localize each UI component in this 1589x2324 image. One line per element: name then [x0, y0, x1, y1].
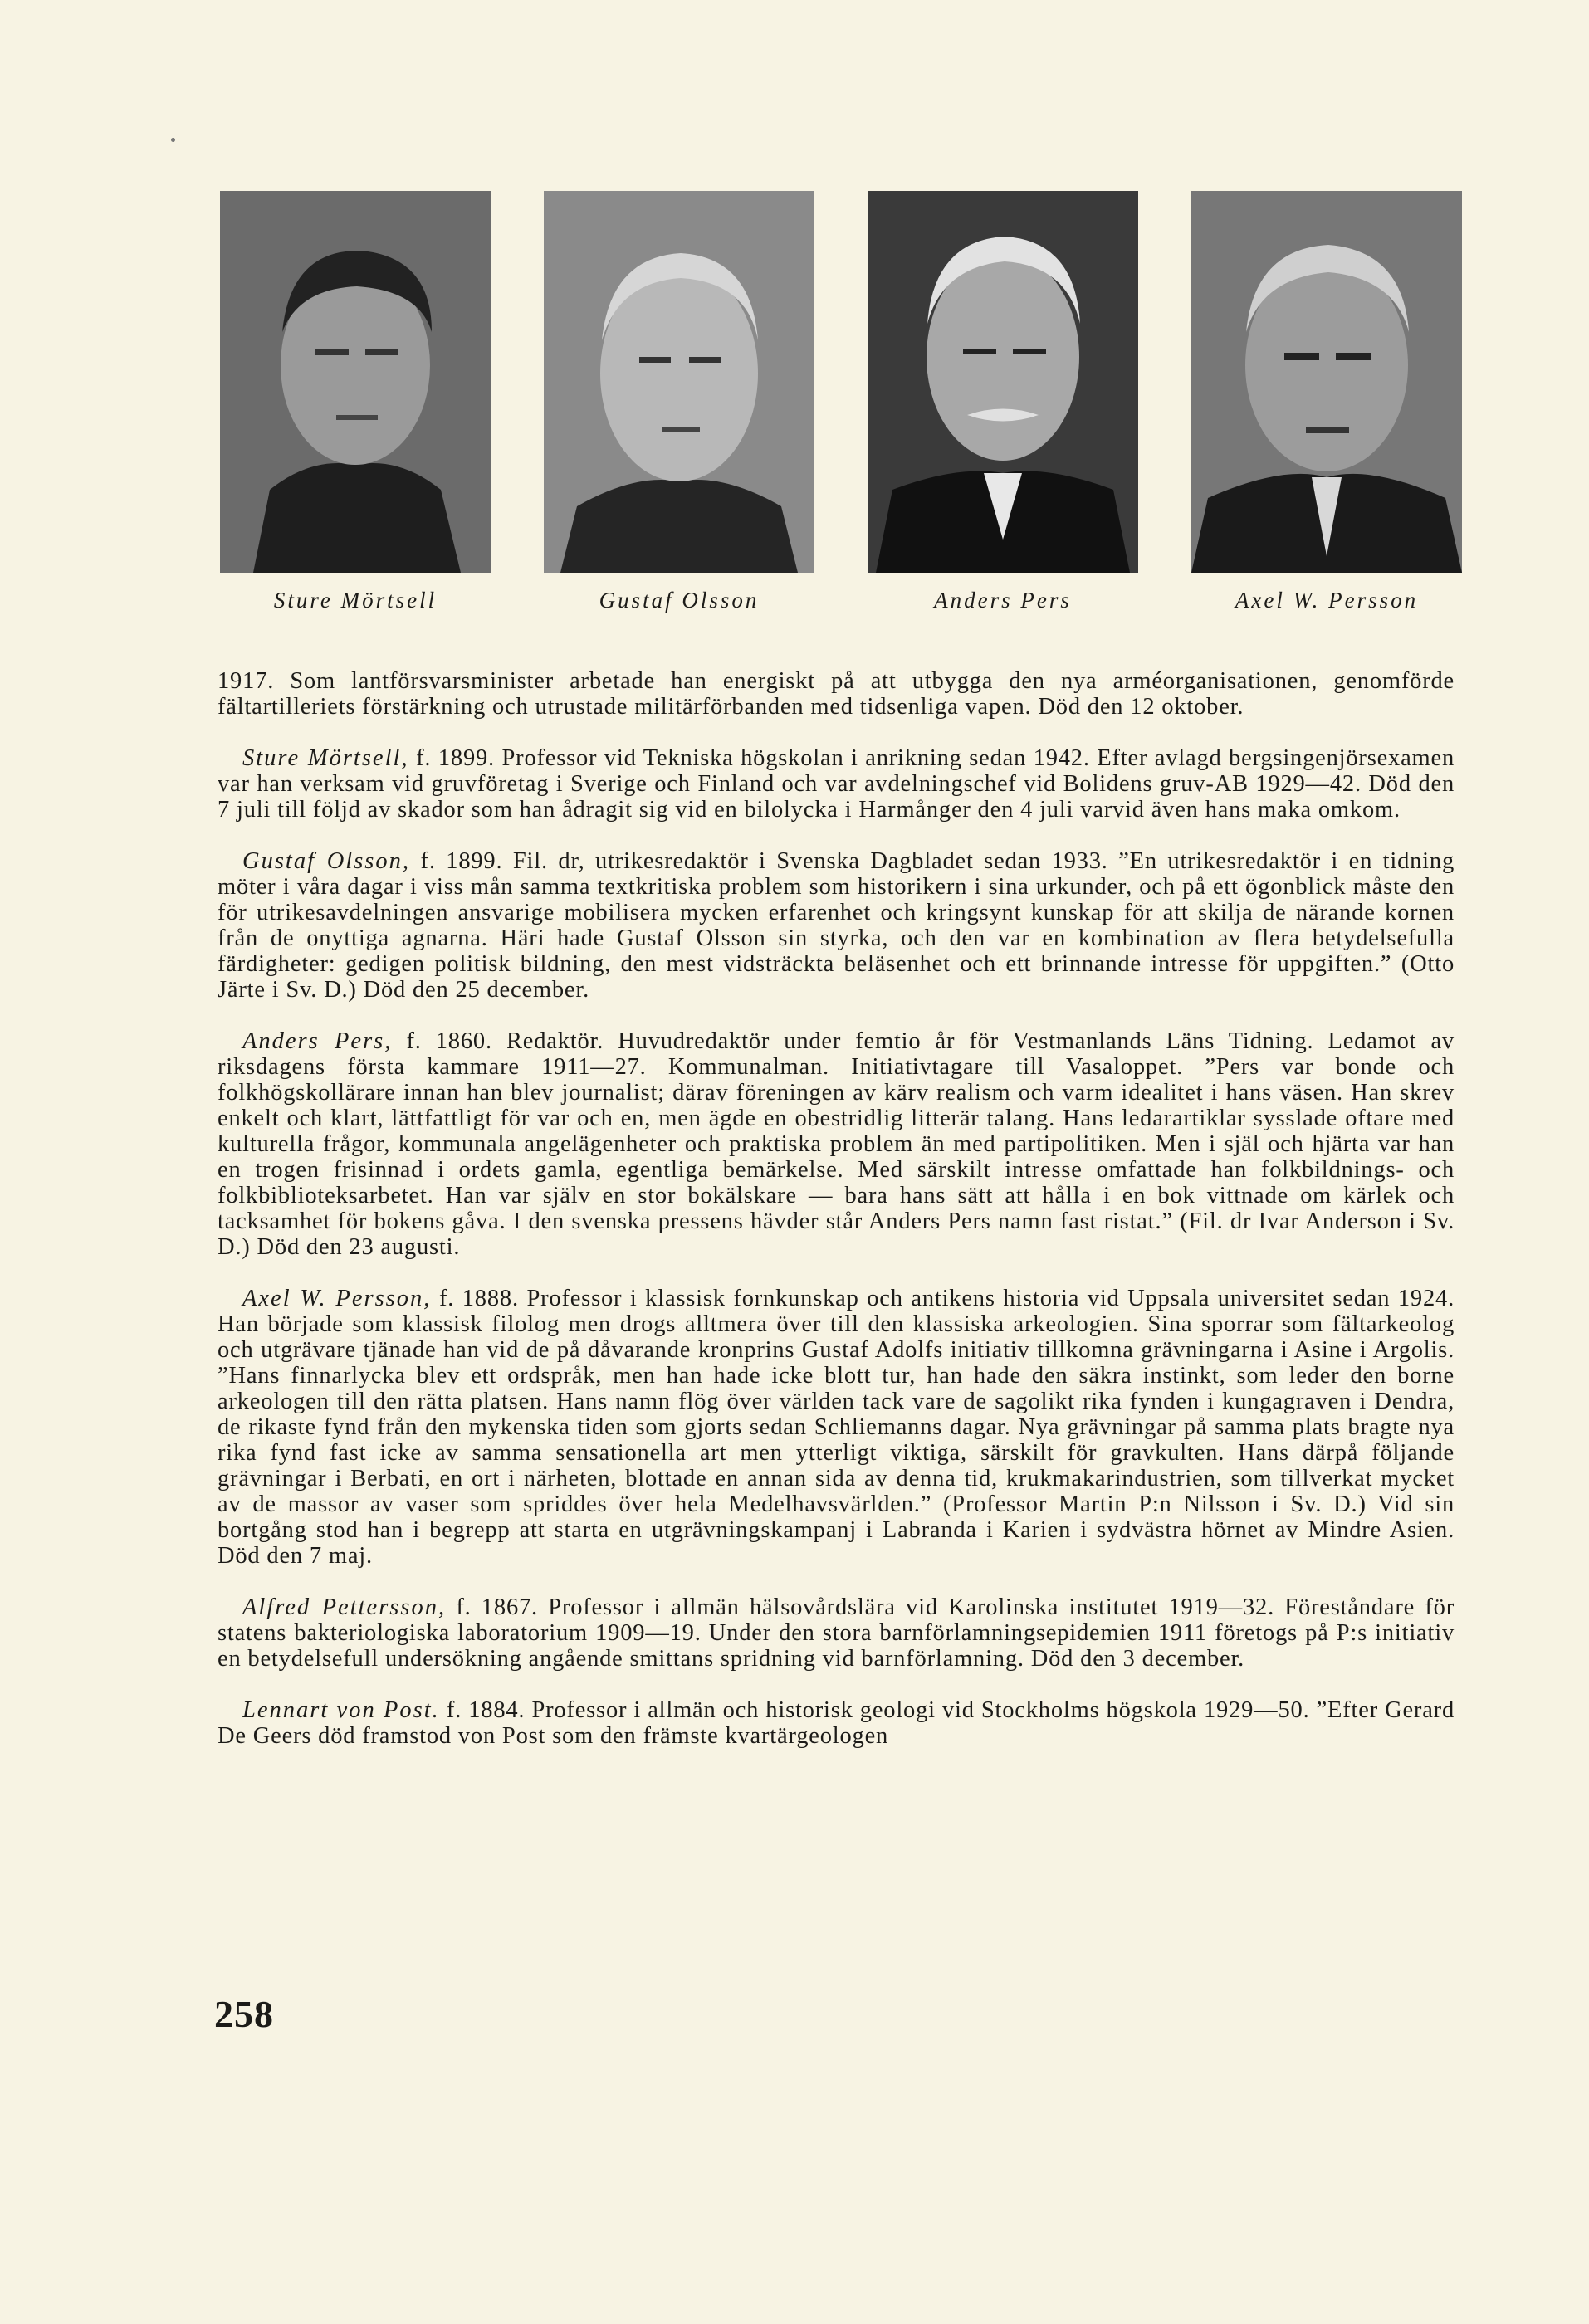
portrait-anders-pers: [868, 191, 1138, 613]
portrait-caption: Anders Pers: [934, 588, 1072, 613]
portrait-silhouette: [1191, 191, 1462, 573]
entry-gustaf-olsson: [218, 848, 1455, 1003]
entry-anders-pers: [218, 1028, 1455, 1260]
entry-text: f. 1867. Professor i allmän hälsovårdslära vid Karolinska institutet 1919—32. Föreståndare för statens bakteriologiska laboratorium 1909—19. Under den stora barnförlamningsepidemien 1911 företogs på P:s initiativ en betydelsefull undersökning angående smittans spridning vid barnförlamning. Död den 3 december.: [218, 1594, 1455, 1672]
entry-lennart-von-post: [218, 1697, 1455, 1749]
article-body: [218, 668, 1455, 1775]
entry-text: f. 1860. Redaktör. Huvudredaktör under femtio år för Vestmanlands Läns Tidning. Ledamot av riksdagens första kammare 1911—27. Kommunalman. Initiativtagare till Vasaloppet. ”Pers var bonde och folkhögskollärare innan han blev journalist; därav föreningen av kärv realism och varm idealitet i hans väsen. Han skrev enkelt och klart, lättfattligt för var och en, men ägde en obestridlig litterär talang. Hans ledarartiklar sysslade oftare med kulturella frågor, kommunala angelägenheter och praktiska problem än med partipolitiken. Men i själ och hjärta var han en trogen frisinnad i ordets gamla, egentliga bemärkelse. Med särskilt intresse omfattade han folkbildnings- och folkbiblioteksarbetet. Han var själv en stor bokälskare — bara hans sätt att hålla i en bok vittnade om kärlek och tacksamhet för bokens gåva. I den svenska pressens hävder står Anders Pers namn fast ristat.” (Fil. dr Ivar Anderson i Sv. D.) Död den 23 augusti.: [218, 1028, 1455, 1260]
portrait-sture-mortsell: [220, 191, 491, 613]
portrait-photo: [1191, 191, 1462, 573]
entry-text: f. 1884. Professor i allmän och historisk geologi vid Stockholms högskola 1929—50. ”Efter Gerard De Geers död framstod von Post som den främste kvartärgeologen: [218, 1697, 1455, 1749]
article-intro: 1917. Som lantförsvarsminister arbetade han energiskt på att utbygga den nya arméorganisationen, genomförde fältartilleriets förstärkning och utrustade militärförbanden med tidsenliga vapen. Död den 12 oktober.: [218, 668, 1455, 720]
entry-sture-mortsell: [218, 745, 1455, 823]
portrait-caption: Gustaf Olsson: [599, 588, 760, 613]
entry-alfred-pettersson: [218, 1594, 1455, 1672]
page-number: 258: [214, 1993, 274, 2035]
portrait-silhouette: [868, 191, 1138, 573]
entry-name: Alfred Pettersson,: [242, 1594, 447, 1620]
portrait-caption: Axel W. Persson: [1235, 588, 1419, 613]
entry-name: Axel W. Persson,: [242, 1286, 432, 1311]
entry-axel-w-persson: [218, 1286, 1455, 1569]
entry-text: f. 1899. Fil. dr, utrikesredaktör i Svenska Dagbladet sedan 1933. ”En utrikesredaktör i en tidning möter i våra dagar i viss mån samma textkritiska problem som historikern i sina urkunder, och på ett ögonblick måste den för utrikesavdelningen ansvarige mobilisera mycken erfarenhet och kringsynt kunskap för att skilja de närande kornen från de onyttiga agnarna. Häri hade Gustaf Olsson sin styrka, och den var en kombination av flera betydelsefulla färdigheter: gedigen politisk bildning, den mest vidsträckta beläsenhet och ett brinnande intresse för uppgiften.” (Otto Järte i Sv. D.) Död den 25 december.: [218, 848, 1455, 1003]
entry-name: Anders Pers,: [242, 1028, 393, 1054]
portrait-axel-w-persson: [1191, 191, 1462, 613]
portrait-photo: [868, 191, 1138, 573]
paper-speck: [171, 138, 175, 142]
entry-name: Lennart von Post.: [242, 1697, 440, 1723]
portrait-gustaf-olsson: [544, 191, 814, 613]
portrait-row: [220, 191, 1465, 613]
portrait-caption: Sture Mörtsell: [273, 588, 438, 613]
entry-text: f. 1899. Professor vid Tekniska högskolan i anrikning sedan 1942. Efter avlagd bergsingenjörsexamen var han verksam vid gruvföretag i Sverige och Finland och var avdelningschef vid Bolidens gruv-AB 1929—42. Död den 7 juli till följd av skador som han ådragit sig vid en bilolycka i Harmånger den 4 juli varvid även hans maka omkom.: [218, 745, 1455, 823]
entry-name: Sture Mörtsell,: [242, 745, 409, 771]
entry-text: f. 1888. Professor i klassisk fornkunskap och antikens historia vid Uppsala universitet sedan 1924. Han började som klassisk filolog men drogs alltmera över till den klassiska arkeologien. Sina sporrar som fältarkeolog och utgrävare tjänade han vid de på dåvarande kronprins Gustaf Adolfs initiativ tillkomna grävningarna i Asine i Argolis. ”Hans finnarlycka blev ett ordspråk, men han hade icke blott tur, han hade den säkra instinkt, som leder den borne arkeologen till den rätta platsen. Hans namn flög över världen tack vare de sagolikt rika fynden i kungagraven i Dendra, de rikaste fynd från den mykenska tiden som gjorts sedan Schliemanns dagar. Nya grävningar på samma plats bragte nya rika fynd fast icke av samma sensationella art men ytterligt viktiga, särskilt för gravkulten. Hans därpå följande grävningar i Berbati, en ort i närheten, blottade en annan sida av denna tid, krukmakarindustrien, som tillverkat mycket av de massor av vaser som spriddes över hela Medelhavsvärlden.” (Professor Martin P:n Nilsson i Sv. D.) Vid sin bortgång stod han i begrepp att starta en utgrävningskampanj i Labranda i Karien i sydvästra hörnet av Mindre Asien. Död den 7 maj.: [218, 1286, 1455, 1569]
portrait-silhouette: [544, 191, 814, 573]
portrait-photo: [220, 191, 491, 573]
portrait-photo: [544, 191, 814, 573]
portrait-silhouette: [220, 191, 491, 573]
entry-name: Gustaf Olsson,: [242, 848, 411, 874]
